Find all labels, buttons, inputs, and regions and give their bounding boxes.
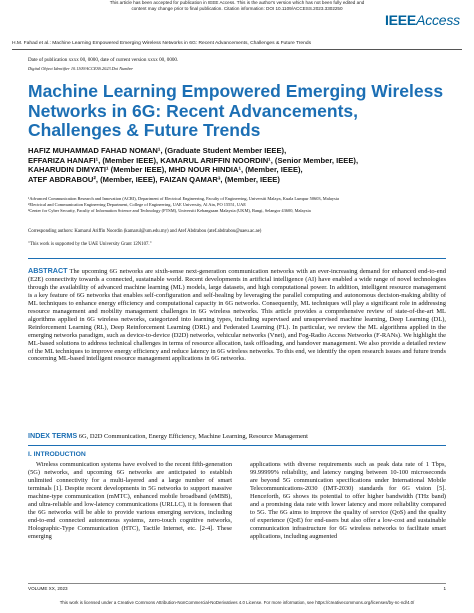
- abstract-bottom-rule: [28, 445, 446, 446]
- logo-text-bold: IEEE: [384, 12, 417, 28]
- body-column-right: applications with diverse requirements such as peak data rate of 1 Tbps, 99.99999% reliability, and latency ranging between 10-100 microseconds are beyond 5G communication specifications under International Mobile Telecommunications-2030 (IMT-2030) standards for 6G vision [5]. Henceforth, 6G shows its potential to offer higher bandwidth (THz band) and a promising data rate with lower latency and more reliability compared to 5G. The 6G aims to improve the quality of service (QoS) and the quality of experience (QoE) for end-users but also offer a low-cost and sustainable communication infrastructure for 6G wireless networks to facilitate smart applications, including augmented: [250, 461, 446, 541]
- author-line: EFFARIZA HANAFI¹, (Member IEEE), KAMARUL ARIFFIN NOORDIN¹, (Senior Member, IEEE),: [28, 155, 359, 165]
- abstract-label: ABSTRACT: [28, 266, 68, 275]
- publication-dates: Date of publication xxxx 00, 0000, date of current version xxxx 00, 0000.: [28, 57, 179, 63]
- paper-title: Machine Learning Empowered Emerging Wireless Networks in 6G: Recent Advancements, Challenges & Future Trends: [28, 81, 444, 140]
- page-number: 1: [443, 586, 446, 591]
- logo-text-italic: Access: [416, 12, 460, 28]
- funding-note: "This work is supported by the UAE University Grant 12N107.": [28, 242, 152, 247]
- abstract: [28, 267, 446, 363]
- author-line: HAFIZ MUHAMMAD FAHAD NOMAN¹, (Graduate Student Member IEEE),: [28, 146, 287, 155]
- section-heading: I. INTRODUCTION: [28, 451, 86, 458]
- abstract-top-rule: [28, 258, 446, 259]
- doi-line: Digital Object Identifier 10.1109/ACCESS.2023.Doi Number: [28, 66, 134, 71]
- volume-label: VOLUME XX, 2023: [28, 586, 68, 591]
- license-notice: This work is licensed under a Creative Commons Attribution-NonCommercial-NoDerivatives 4.0 License. For more information, see https://creativecommons.org/licenses/by-nc-nd/4.0/: [59, 600, 415, 605]
- index-terms: [28, 432, 446, 441]
- running-head: H.M. Fahad et al.: Machine Learning Empowered Emerging Wireless Networks in 6G: Recent Advancements, Challenges & Future Trends: [12, 41, 312, 46]
- index-terms-text: 6G, D2D Communication, Energy Efficiency, Machine Learning, Resource Management: [78, 433, 308, 440]
- journal-logo: [385, 12, 460, 28]
- affiliation: ³Center for Cyber Security, Faculty of Information Science and Technology (FTSM), Universiti Kebangsaan Malaysia (UKM), Bangi, Selangor 43600, Malaysia: [28, 207, 311, 213]
- body-column-left: Wireless communication systems have evolved to the recent fifth-generation (5G) networks, and upcoming 6G networks are anticipated to establish unlimited connectivity for a multi-layered and a large number of smart terminals [1]. Despite recent developments in 5G networks to support massive machine-type communication (mMTC), enhanced mobile broadband (eMBB), and ultra-reliable and low-latency communications (URLLC), it is foreseen that the 6G networks will be able to provide various emerging services, including end-to-end connected autonomous systems, zero-touch cognitive networks, Holographic-Type Communication (HTC), Tactile Internet, etc. [2-4]. These emerging: [28, 461, 232, 541]
- footer-divider: [28, 583, 446, 584]
- banner-line-2: content may change prior to final publication. Citation information: DOI 10.1109/ACCESS.2023.3302250: [131, 6, 343, 11]
- banner-line-1: This article has been accepted for publication in IEEE Access. This is the author's version which has not been fully edited and: [109, 0, 365, 5]
- header-divider: [12, 49, 462, 50]
- author-list: [28, 146, 448, 184]
- index-terms-label: INDEX TERMS: [28, 431, 78, 440]
- corresponding-authors: Corresponding authors: Kamarul Ariffin Noordin (kamarul@um.edu.my) and Atef Abdrabou (atef.abdrabou@uaeu.ac.ae): [28, 229, 262, 234]
- affiliation: ¹Advanced Communication Research and Innovation (ACRI), Department of Electrical Engineering, Faculty of Engineering, Universiti Malaya, Kuala Lumpur 50603, Malaysia: [28, 196, 339, 201]
- acceptance-banner: [0, 0, 474, 12]
- affiliation: ²Electrical and Communication Engineering Department, College of Engineering, UAE University, Al Ain, PO 15551, UAE: [28, 201, 246, 207]
- author-line: KAHARUDIN DIMYATI¹ (Member IEEE), MHD NOUR HINDIA¹, (Member, IEEE),: [28, 165, 303, 175]
- affiliations: [28, 196, 448, 213]
- abstract-text: The upcoming 6G networks are sixth-sense next-generation communication networks with an ever-increasing demand for enhanced end-to-end (E2E) connectivity towards a connected, sustainable world. Recent developments in artificial intelligence (AI) have enabled a wide range of novel technologies through the availability of advanced machine learning (ML) models, large datasets, and high computational power. In addition, intelligent resource management is a key feature of 6G networks that enables self-configuration and self-healing by leveraging the parallel computing and autonomous decision-making ability of ML techniques to enhance energy efficiency and computational capacity in 6G networks. Consequently, ML techniques will play a significant role in addressing resource management and mobility management challenges in 6G wireless networks. This article provides a comprehensive review of state-of-the-art ML algorithms applied in 6G wireless networks, categorized into learning types, including supervised and unsupervised machine learning, Deep Learning (DL), Reinforcement Learning (RL), Deep Reinforcement Learning (DRL) and Federated Learning (FL). In particular, we review the ML algorithms applied in the emerging networks paradigm, such as device-to-device (D2D) networks, vehicular networks (Vnet), and Fog-Radio Access Networks (F-RANs). We highlight the ML-based solutions to address technical challenges in terms of resource allocation, task offloading, and handover management. We also provide a detailed review of the ML techniques to improve energy efficiency and reduce latency in 6G wireless networks. To this end, we identify the open research issues and future trends concerning ML-based intelligent resource management applications in 6G networks.: [28, 268, 446, 363]
- author-line: ATEF ABDRABOU², (Member, IEEE), FAIZAN QAMAR³, (Member, IEEE): [28, 174, 280, 184]
